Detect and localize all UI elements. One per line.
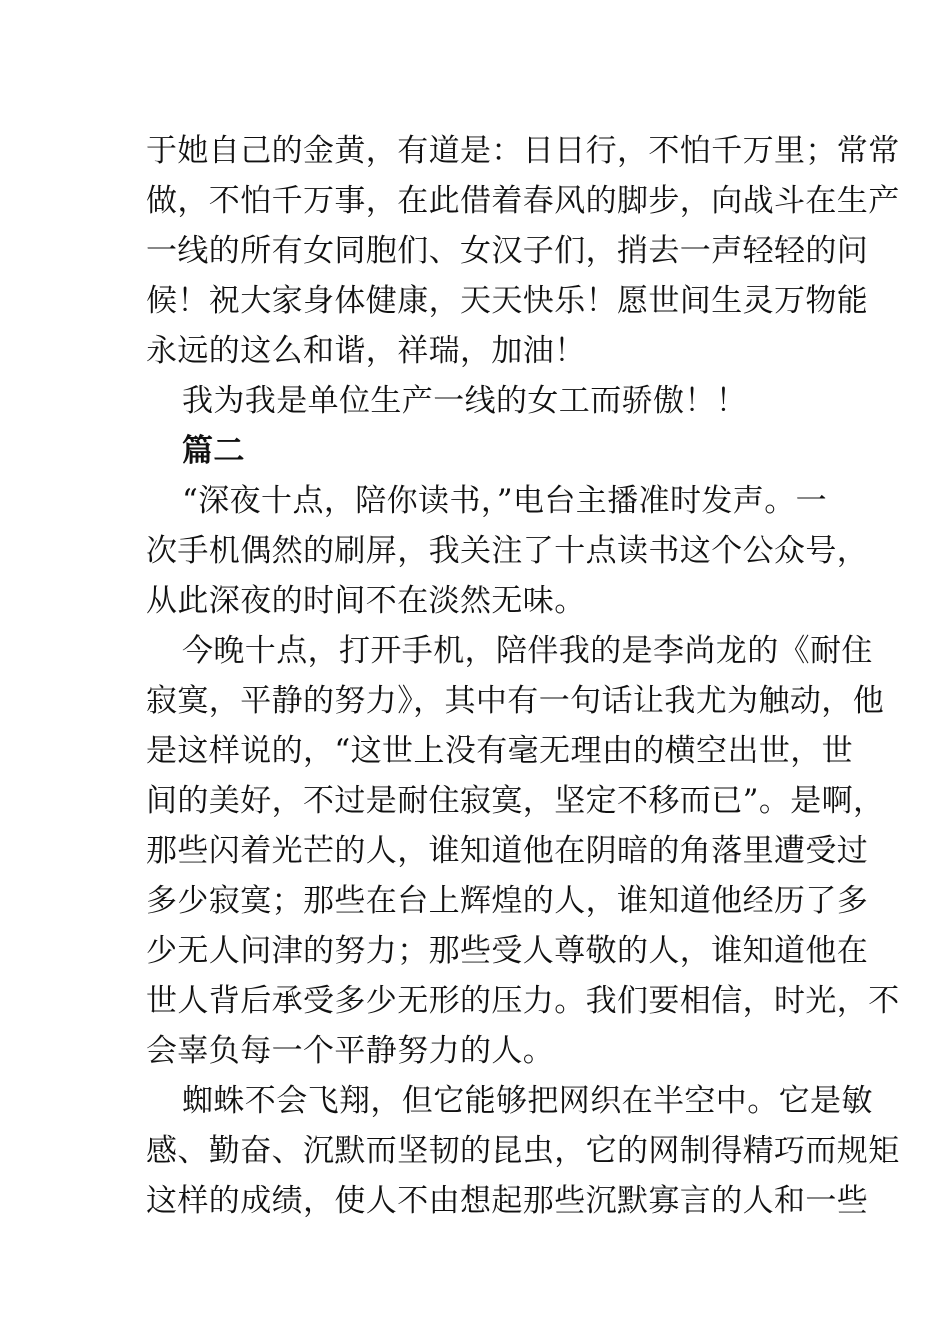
- text-line: “深夜十点，陪你读书，”电台主播准时发声。一: [182, 483, 827, 519]
- text-line: 候！祝大家身体健康，天天快乐！愿世间生灵万物能: [146, 283, 869, 319]
- text-line: 我为我是单位生产一线的女工而骄傲！！: [182, 383, 748, 419]
- text-line: 于她自己的金黄，有道是：日日行，不怕千万里；常常: [146, 133, 900, 169]
- text-line: 那些闪着光芒的人，谁知道他在阴暗的角落里遭受过: [146, 833, 869, 869]
- text-line: 做，不怕千万事，在此借着春风的脚步，向战斗在生产: [146, 183, 900, 219]
- text-line: 一线的所有女同胞们、女汉子们，捎去一声轻轻的问: [146, 233, 869, 269]
- text-line: 感、勤奋、沉默而坚韧的昆虫，它的网制得精巧而规矩: [146, 1133, 900, 1169]
- text-line: 少无人问津的努力；那些受人尊敬的人，谁知道他在: [146, 933, 869, 969]
- text-line: 今晚十点，打开手机，陪伴我的是李尚龙的《耐住: [182, 633, 873, 669]
- text-line: 是这样说的，“这世上没有毫无理由的横空出世，世: [146, 733, 854, 769]
- text-line: 这样的成绩，使人不由想起那些沉默寡言的人和一些: [146, 1183, 869, 1219]
- text-line: 寂寞，平静的努力》，其中有一句话让我尤为触动，他: [146, 683, 885, 719]
- text-line: 会辜负每一个平静努力的人。: [146, 1033, 555, 1069]
- document-body: [146, 126, 900, 1226]
- section-heading: 篇二: [182, 433, 245, 469]
- text-line: 世人背后承受多少无形的压力。我们要相信，时光，不: [146, 983, 900, 1019]
- text-line: 从此深夜的时间不在淡然无味。: [146, 583, 586, 619]
- text-line: 蜘蛛不会飞翔，但它能够把网织在半空中。它是敏: [182, 1083, 873, 1119]
- text-line: 多少寂寞；那些在台上辉煌的人，谁知道他经历了多: [146, 883, 869, 919]
- text-line: 次手机偶然的刷屏，我关注了十点读书这个公众号，: [146, 533, 869, 569]
- text-line: 间的美好，不过是耐住寂寞，坚定不移而已”。是啊，: [146, 783, 885, 819]
- text-line: 永远的这么和谐，祥瑞，加油！: [146, 333, 586, 369]
